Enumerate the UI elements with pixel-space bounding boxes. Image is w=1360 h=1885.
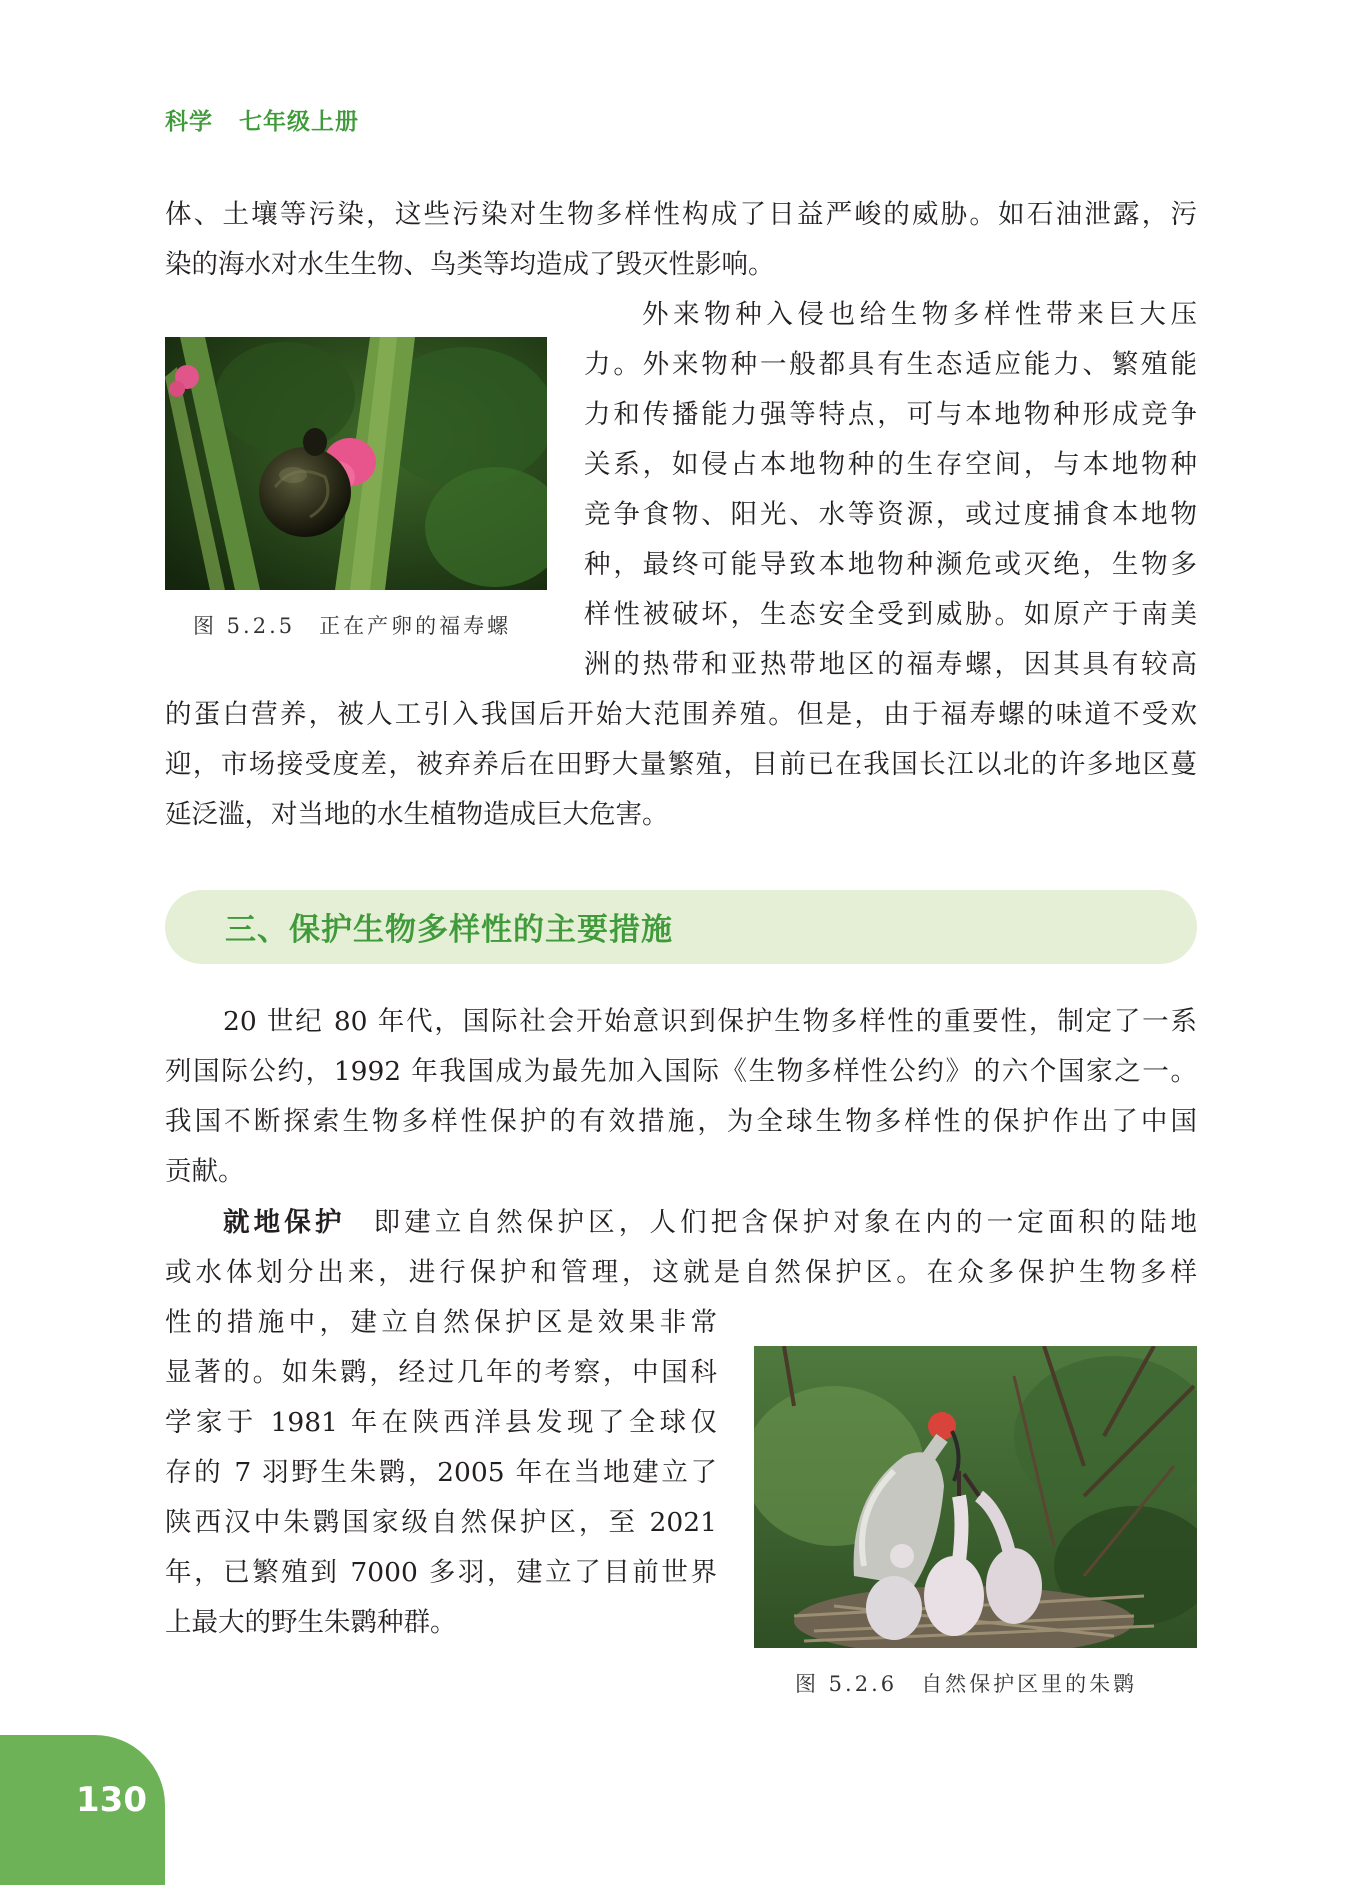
figure-caption-ibis: 图 5.2.6 自然保护区里的朱鹮	[795, 1672, 1138, 1696]
text-line: 性的措施中，建立自然保护区是效果非常	[165, 1307, 717, 1338]
text-line: 列国际公约，1992 年我国成为最先加入国际《生物多样性公约》的六个国家之一。	[165, 1056, 1197, 1087]
ibis-illustration	[754, 1346, 1197, 1648]
text-line: 迎，市场接受度差，被弃养后在田野大量繁殖，目前已在我国长江以北的许多地区蔓	[165, 749, 1197, 780]
snail-illustration	[165, 337, 547, 590]
snail-photo	[165, 337, 547, 590]
text-line	[165, 1198, 1197, 1248]
text-line: 关系，如侵占本地物种的生存空间，与本地物种	[584, 449, 1197, 480]
text-line: 20 世纪 80 年代，国际社会开始意识到保护生物多样性的重要性，制定了一系	[223, 1006, 1197, 1037]
text-line: 种，最终可能导致本地物种濒危或灭绝，生物多	[584, 549, 1197, 580]
section-heading-bar	[165, 890, 1197, 964]
text-line: 年，已繁殖到 7000 多羽，建立了目前世界	[165, 1557, 717, 1588]
text-line: 延泛滥，对当地的水生植物造成巨大危害。	[165, 799, 669, 830]
page-number: 130	[76, 1780, 147, 1820]
text-line: 染的海水对水生生物、鸟类等均造成了毁灭性影响。	[165, 249, 775, 280]
paragraph-international	[165, 997, 1197, 1197]
header-grade: 七年级上册	[239, 109, 359, 135]
paragraph-invasive-side	[584, 290, 1197, 690]
text-line: 陕西汉中朱鹮国家级自然保护区，至 2021	[165, 1507, 717, 1538]
text-line-rest: 即建立自然保护区，人们把含保护对象在内的一定面积的陆地	[373, 1207, 1198, 1238]
text-line: 力。外来物种一般都具有生态适应能力、繁殖能	[584, 349, 1197, 380]
ibis-photo	[754, 1346, 1197, 1648]
text-line: 或水体划分出来，进行保护和管理，这就是自然保护区。在众多保护生物多样	[165, 1257, 1197, 1288]
text-line: 上最大的野生朱鹮种群。	[165, 1607, 457, 1638]
text-line: 贡献。	[165, 1156, 245, 1187]
figure-caption-snail: 图 5.2.5 正在产卵的福寿螺	[193, 614, 512, 638]
text-line: 力和传播能力强等特点，可与本地物种形成竞争	[584, 399, 1197, 430]
paragraph-in-situ-side	[165, 1298, 717, 1648]
text-line: 样性被破坏，生态安全受到威胁。如原产于南美	[584, 599, 1197, 630]
text-line: 外来物种入侵也给生物多样性带来巨大压	[642, 299, 1197, 330]
text-line: 显著的。如朱鹮，经过几年的考察，中国科	[165, 1357, 717, 1388]
paragraph-pollution	[165, 190, 1197, 290]
text-line: 竞争食物、阳光、水等资源，或过度捕食本地物	[584, 499, 1197, 530]
paragraph-invasive-full	[165, 690, 1197, 840]
text-line: 洲的热带和亚热带地区的福寿螺，因其具有较高	[584, 649, 1197, 680]
text-line: 学家于 1981 年在陕西洋县发现了全球仅	[165, 1407, 717, 1438]
header-subject: 科学	[165, 109, 213, 135]
running-header	[165, 103, 359, 136]
text-line: 体、土壤等污染，这些污染对生物多样性构成了日益严峻的威胁。如石油泄露，污	[165, 199, 1197, 230]
paragraph-in-situ-full	[165, 1198, 1197, 1298]
term-in-situ: 就地保护	[223, 1207, 346, 1238]
text-line: 我国不断探索生物多样性保护的有效措施，为全球生物多样性的保护作出了中国	[165, 1106, 1197, 1137]
text-line: 的蛋白营养，被人工引入我国后开始大范围养殖。但是，由于福寿螺的味道不受欢	[165, 699, 1197, 730]
text-line: 存的 7 羽野生朱鹮，2005 年在当地建立了	[165, 1457, 717, 1488]
section-title: 三、保护生物多样性的主要措施	[225, 912, 673, 948]
